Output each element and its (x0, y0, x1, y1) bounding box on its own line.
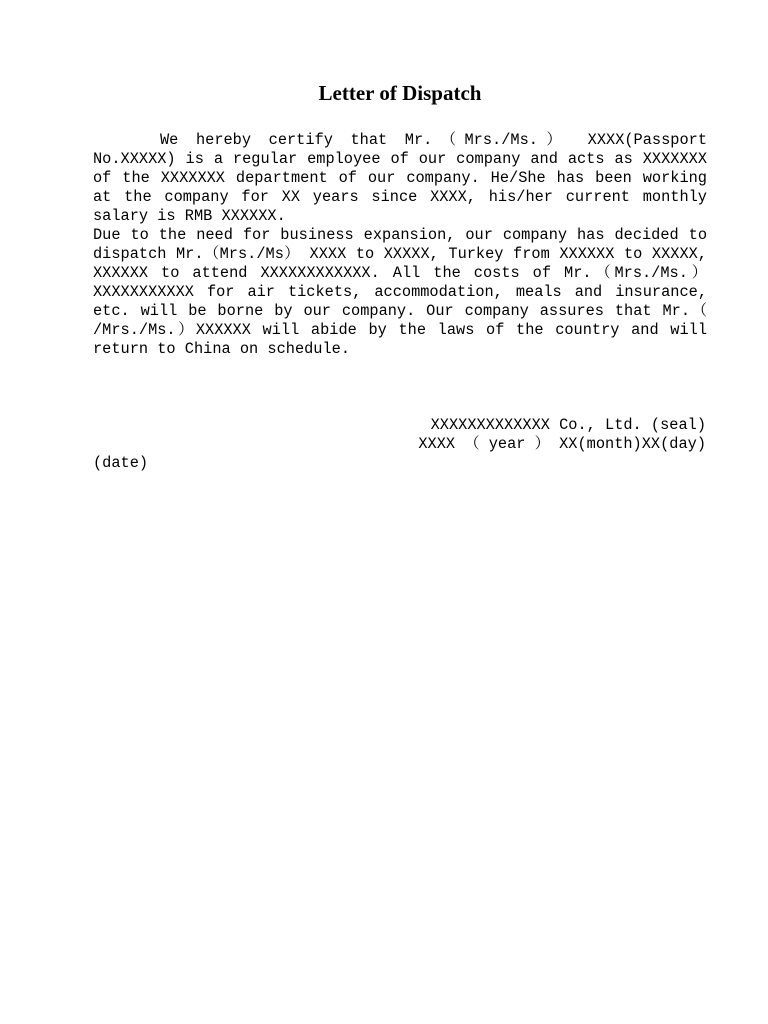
signature-date-line: XXXX （ year ） XX(month)XX(day) (418, 435, 706, 453)
letter-body (93, 131, 707, 359)
signature-company: XXXXXXXXXXXXX Co., Ltd. (seal) (430, 416, 706, 434)
dispatch-paragraph: Due to the need for business expansion, our company has decided to dispatch Mr.（Mrs./Ms） XXXX to XXXXX, Turkey from XXXXXX to XXXXX, XXXXXX to attend XXXXXXXXXXXX. All the costs of Mr.（Mrs./Ms.） XXXXXXXXXXX for air tickets, accommodation, meals and insurance, etc. will be borne by our company. Our company assures that Mr.（ /Mrs./Ms.）XXXXXX will abide by the laws of the country and will return to China on schedule. (93, 226, 707, 358)
date-label: (date) (93, 454, 149, 472)
document-title: Letter of Dispatch (318, 81, 482, 105)
certification-paragraph: We hereby certify that Mr.（Mrs./Ms.） XXXX(Passport No.XXXXX) is a regular employee of our company and acts as XXXXXXX of the XXXXXXX department of our company. He/She has been working at the company for XX years since XXXX, his/her current monthly salary is RMB XXXXXX. (93, 131, 707, 225)
